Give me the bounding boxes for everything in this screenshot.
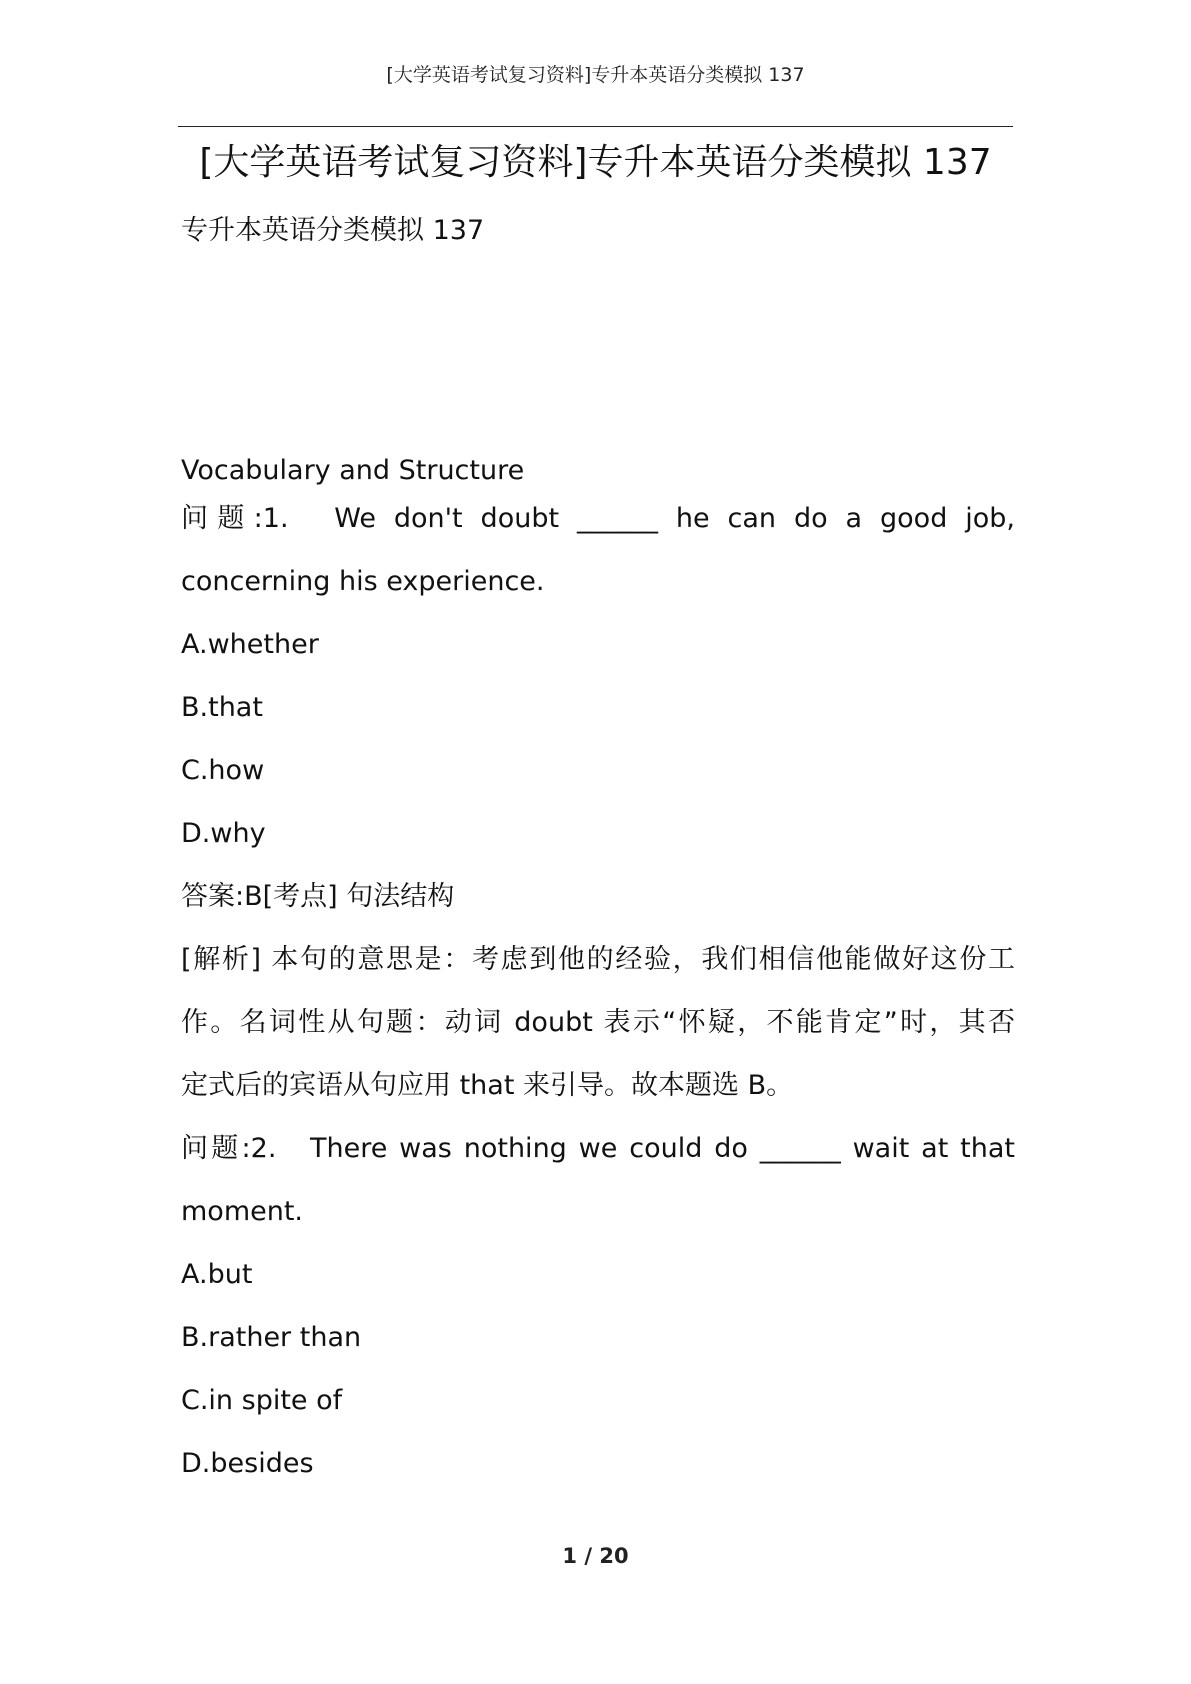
question-1-option-b: B.that xyxy=(181,692,263,723)
question-1-analysis-line-1: [解析] 本句的意思是：考虑到他的经验，我们相信他能做好这份工 xyxy=(181,944,1015,975)
question-1-stem-line-2: concerning his experience. xyxy=(181,566,545,597)
question-1-answer: 答案:B[考点] 句法结构 xyxy=(181,881,455,912)
question-2-option-c: C.in spite of xyxy=(181,1385,343,1416)
question-1-option-d: D.why xyxy=(181,818,266,849)
section-heading: Vocabulary and Structure xyxy=(181,455,525,486)
question-2 xyxy=(181,1117,1015,1495)
question-2-option-b: B.rather than xyxy=(181,1322,362,1353)
question-2-option-d: D.besides xyxy=(181,1448,314,1479)
question-1-option-c: C.how xyxy=(181,755,265,786)
question-2-stem-line-1: 问题:2. There was nothing we could do ______ wait at that xyxy=(181,1133,1015,1164)
question-1-option-a: A.whether xyxy=(181,629,319,660)
question-1-analysis-line-3: 定式后的宾语从句应用 that 来引导。故本题选 B。 xyxy=(181,1070,794,1101)
question-1 xyxy=(181,487,1015,1117)
document-title: [大学英语考试复习资料]专升本英语分类模拟 137 xyxy=(199,142,992,183)
question-2-stem-line-2: moment. xyxy=(181,1196,304,1227)
document-subtitle: 专升本英语分类模拟 137 xyxy=(181,215,485,246)
header-rule xyxy=(178,126,1013,127)
page-number: 1 / 20 xyxy=(562,1544,629,1568)
question-1-analysis-line-2: 作。名词性从句题：动词 doubt 表示“怀疑，不能肯定”时，其否 xyxy=(181,1007,1015,1038)
question-2-option-a: A.but xyxy=(181,1259,253,1290)
question-1-stem-line-1: 问题:1. We don't doubt ______ he can do a good job, xyxy=(181,503,1015,534)
running-header: [大学英语考试复习资料]专升本英语分类模拟 137 xyxy=(386,64,805,86)
question-content xyxy=(181,487,1015,1495)
